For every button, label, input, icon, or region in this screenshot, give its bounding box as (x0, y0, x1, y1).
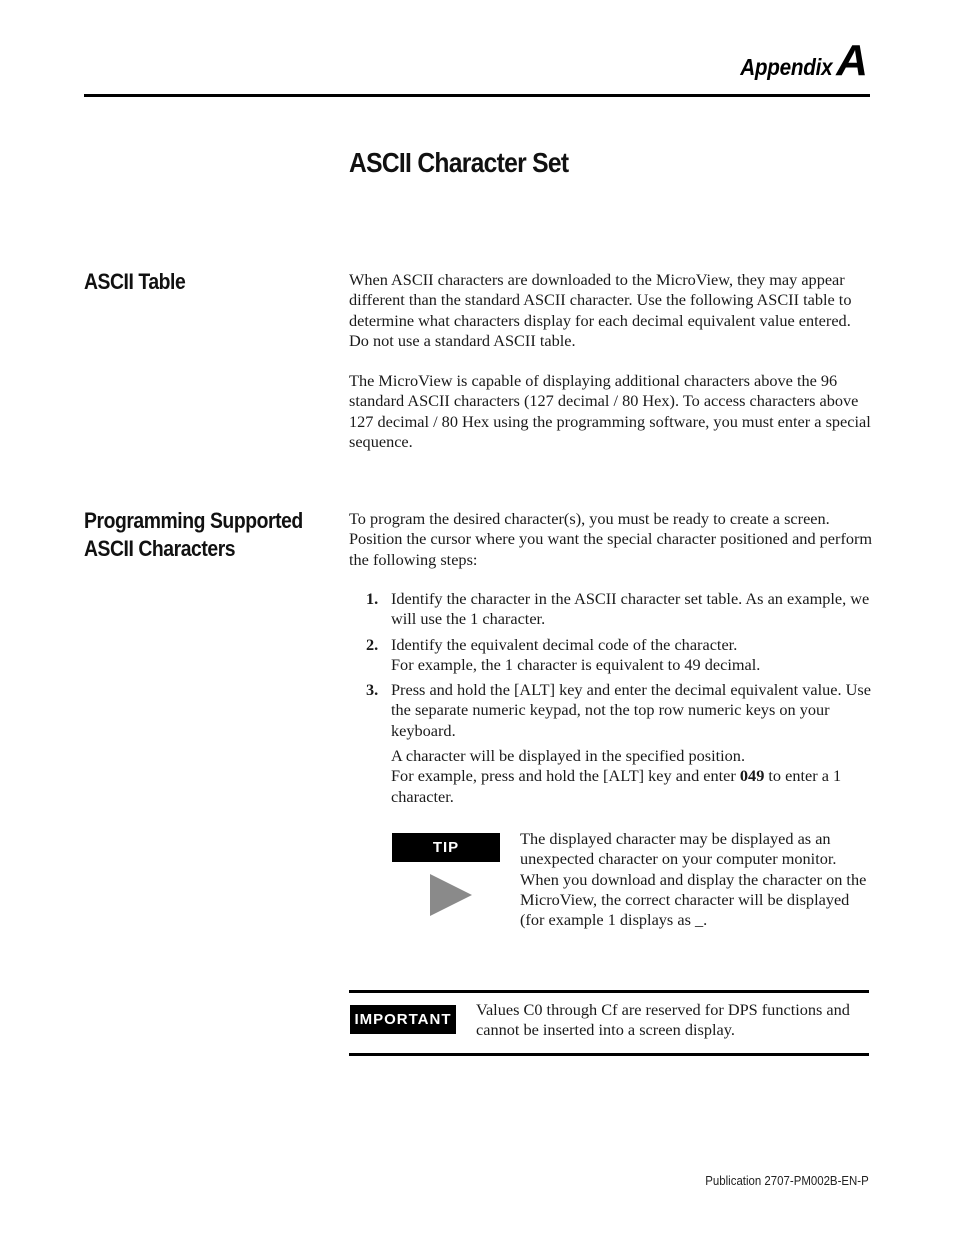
step-item (366, 680, 871, 807)
tip-text: The displayed character may be displayed as an unexpected character on your computer monitor. When you download and display the character on the MicroView, the correct character will be displayed (for example 1 displays as _. (520, 829, 867, 930)
tip-badge: TIP (392, 833, 500, 862)
step-text-example: For example, the 1 character is equivalent to 49 decimal. (391, 654, 761, 674)
programming-intro: To program the desired character(s), you must be ready to create a screen. Position the cursor where you want the special character positioned and perform the following steps: (349, 509, 873, 569)
ascii-table-paragraph-1: When ASCII characters are downloaded to the MicroView, they may appear different than the standard ASCII character. Use the following ASCII table to determine what characters display for each decimal equivalent value entered. Do not use a standard ASCII table. (349, 270, 852, 350)
step-result-text: A character will be displayed in the specified position. (391, 746, 746, 766)
publication-footer: Publication 2707-PM002B-EN-P (705, 1173, 869, 1188)
heading-line-1: Programming Supported (84, 508, 303, 533)
step-number: 1. (366, 589, 379, 608)
appendix-header (730, 36, 868, 86)
play-arrow-icon (430, 874, 472, 916)
heading-line-2: ASCII Characters (84, 536, 236, 561)
appendix-word: Appendix (740, 54, 833, 80)
step-example-text (391, 766, 871, 807)
header-rule (84, 94, 870, 97)
example-code: 049 (739, 766, 765, 786)
important-text: Values C0 through Cf are reserved for DPS functions and cannot be inserted into a screen display. (476, 1000, 850, 1040)
steps-list (366, 589, 871, 812)
important-bottom-rule (349, 1053, 869, 1056)
step-text: Identify the character in the ASCII character set table. As an example, we will use the 1 character. (391, 589, 870, 629)
example-suffix: to enter a 1 character. (391, 766, 842, 806)
important-top-rule (349, 990, 869, 993)
appendix-letter: A (836, 36, 868, 85)
example-prefix: For example, press and hold the [ALT] key and enter (391, 766, 740, 786)
step-item (366, 589, 871, 630)
section-heading-programming (84, 507, 322, 563)
step-text: Press and hold the [ALT] key and enter the decimal equivalent value. Use the separate numeric keypad, not the top row numeric keys on your keyboard. (391, 680, 871, 740)
section-heading-ascii-table: ASCII Table (84, 269, 186, 294)
step-item (366, 635, 871, 676)
important-badge: IMPORTANT (350, 1005, 456, 1034)
step-number: 2. (366, 634, 379, 654)
ascii-table-paragraph-2: The MicroView is capable of displaying additional characters above the 96 standard ASCII characters (127 decimal / 80 Hex). To access characters above 127 decimal / 80 Hex using the programming software, you must enter a special sequence. (349, 371, 871, 451)
step-number: 3. (366, 680, 379, 700)
page-title: ASCII Character Set (349, 147, 569, 178)
step-text: Identify the equivalent decimal code of the character. (391, 634, 738, 654)
